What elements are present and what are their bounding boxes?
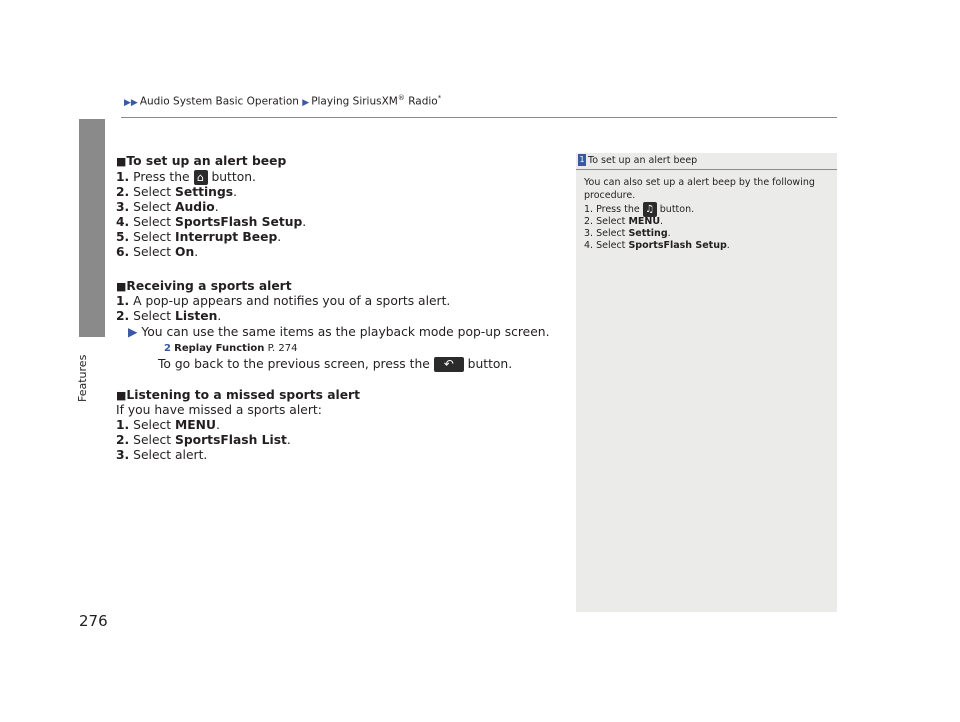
step: 4. Select SportsFlash Setup. bbox=[116, 215, 307, 229]
sidebar-header bbox=[576, 153, 837, 170]
section-heading: ■Listening to a missed sports alert bbox=[116, 388, 360, 402]
arrow-right-icon: ▶ bbox=[128, 325, 138, 339]
chapter-tab bbox=[79, 119, 105, 337]
registered-mark: ® bbox=[397, 94, 405, 102]
sidebar-text: procedure. bbox=[584, 190, 636, 201]
music-note-icon: ♫ bbox=[643, 202, 657, 217]
arrow-right-icon: ▶▶ bbox=[124, 97, 138, 108]
sidebar-title: To set up an alert beep bbox=[588, 155, 698, 166]
section-heading: ■Receiving a sports alert bbox=[116, 279, 292, 293]
reference-link[interactable]: 2 Replay Function P. 274 bbox=[164, 343, 298, 354]
intro-text: If you have missed a sports alert: bbox=[116, 403, 322, 417]
note-badge: 1 bbox=[579, 155, 585, 164]
step: 2. Select SportsFlash List. bbox=[116, 433, 291, 447]
page-number: 276 bbox=[79, 612, 108, 630]
breadcrumb-item[interactable]: Playing SiriusXM bbox=[311, 95, 398, 108]
section-heading: ■To set up an alert beep bbox=[116, 154, 287, 168]
sidebar-step: 1. Press the ♫ button. bbox=[584, 204, 695, 215]
footnote-star: * bbox=[437, 94, 442, 102]
sidebar-step: 2. Select MENU. bbox=[584, 216, 664, 227]
step: 3. Select alert. bbox=[116, 448, 208, 462]
note: ▶ You can use the same items as the playback mode pop-up screen. bbox=[128, 325, 550, 339]
sidebar-step: 4. Select SportsFlash Setup. bbox=[584, 240, 730, 251]
step: 1. A pop-up appears and notifies you of a sports alert. bbox=[116, 294, 451, 308]
step: 5. Select Interrupt Beep. bbox=[116, 230, 282, 244]
back-instruction: To go back to the previous screen, press the ↶ button. bbox=[158, 357, 513, 371]
home-icon: ⌂ bbox=[194, 170, 208, 185]
sidebar-text: You can also set up a alert beep by the following bbox=[584, 177, 815, 188]
sidebar-note bbox=[576, 153, 837, 612]
step: 2. Select Listen. bbox=[116, 309, 222, 323]
reference-icon: 2 bbox=[164, 343, 171, 354]
arrow-right-icon: ▶ bbox=[302, 97, 310, 108]
breadcrumb bbox=[124, 94, 441, 108]
step: 1. Press the ⌂ button. bbox=[116, 170, 256, 184]
step: 1. Select MENU. bbox=[116, 418, 220, 432]
breadcrumb-item[interactable]: Audio System Basic Operation bbox=[139, 95, 299, 108]
chapter-label: Features bbox=[76, 354, 89, 402]
step: 6. Select On. bbox=[116, 245, 199, 259]
step: 2. Select Settings. bbox=[116, 185, 237, 199]
header-rule bbox=[121, 117, 837, 118]
sidebar-step: 3. Select Setting. bbox=[584, 228, 671, 239]
step: 3. Select Audio. bbox=[116, 200, 219, 214]
breadcrumb-item[interactable]: Radio bbox=[404, 95, 438, 108]
back-icon: ↶ bbox=[434, 357, 464, 372]
